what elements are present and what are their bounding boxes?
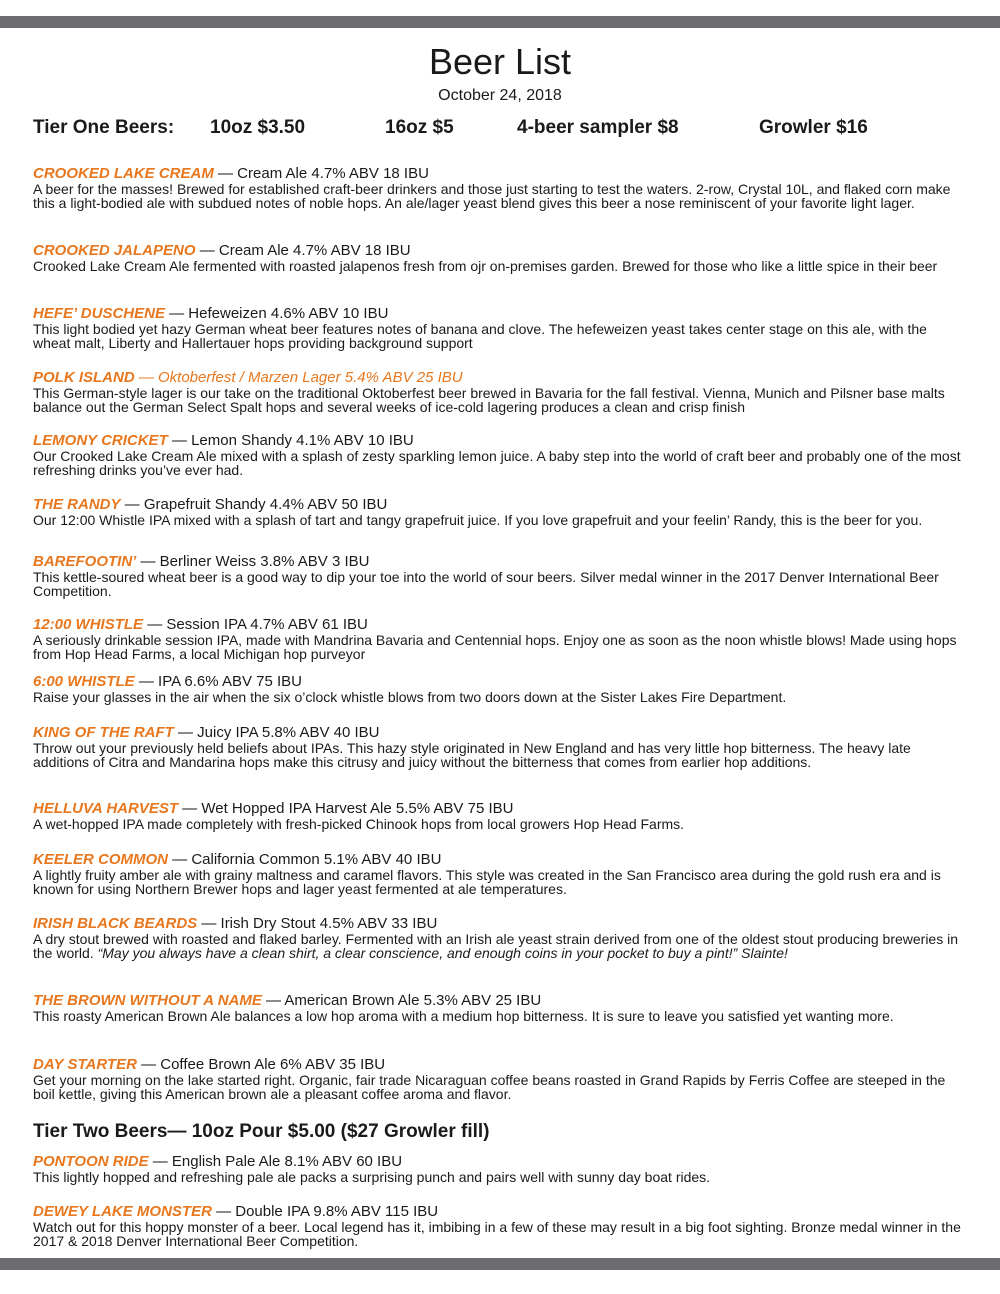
beer-description: Crooked Lake Cream Ale fermented with roasted jalapenos fresh from ojr on-premises garden. Brewed for those who like a little spice in their beer: [33, 258, 938, 274]
beer-style-stats: — Berliner Weiss 3.8% ABV 3 IBU: [136, 553, 370, 570]
tier-one-price-10oz: 10oz $3.50: [210, 117, 306, 138]
beer-name: POLK ISLAND: [33, 369, 135, 386]
beer-entry: [33, 617, 968, 661]
beer-description: A wet-hopped IPA made completely with fresh-picked Chinook hops from local growers Hop Head Farms.: [33, 816, 685, 832]
beer-entry: [33, 433, 968, 477]
beer-style-stats: — Coffee Brown Ale 6% ABV 35 IBU: [136, 1056, 386, 1073]
beer-style-stats: — IPA 6.6% ABV 75 IBU: [134, 673, 302, 690]
beer-style-stats: — Double IPA 9.8% ABV 115 IBU: [211, 1203, 439, 1220]
tier-one-pricing: [33, 115, 973, 141]
beer-description-text: A dry stout brewed with roasted and flaked barley. Fermented with an Irish ale yeast strain derived from one of the oldest stout producing breweries in the world.: [33, 931, 959, 961]
bottom-border-bar: [0, 1258, 1000, 1270]
beer-entry: [33, 166, 968, 210]
beer-entry: [33, 306, 968, 350]
beer-name: KING OF THE RAFT: [33, 724, 174, 741]
beer-name: HEFE’ DUSCHENE: [33, 305, 165, 322]
beer-name: THE BROWN WITHOUT A NAME: [33, 992, 262, 1009]
beer-description: Our Crooked Lake Cream Ale mixed with a splash of zesty sparkling lemon juice. A baby step into the world of craft beer and probably one of the most refreshing drinks you’ve ever had.: [33, 448, 961, 478]
beer-description: A beer for the masses! Brewed for established craft-beer drinkers and those just starting to test the waters. 2-row, Crystal 10L, and flaked corn make this a light-bodied ale with subdued notes of noble hops. An ale/lager yeast blend gives this beer a nose reminiscent of your favorite light lager.: [33, 181, 951, 211]
beer-entry: [33, 801, 968, 831]
beer-entry: [33, 497, 968, 527]
beer-entry: [33, 725, 968, 769]
tier-one-sampler-price: 4-beer sampler $8: [517, 117, 679, 138]
beer-description: [33, 932, 968, 960]
beer-style-stats: — Hefeweizen 4.6% ABV 10 IBU: [164, 305, 389, 322]
beer-description: This roasty American Brown Ale balances a low hop aroma with a medium hop bitterness. It is sure to leave you satisfied yet wanting more.: [33, 1008, 894, 1024]
beer-style-stats: — Juicy IPA 5.8% ABV 40 IBU: [173, 724, 380, 741]
beer-name: THE RANDY: [33, 496, 121, 513]
beer-name: 12:00 WHISTLE: [33, 616, 144, 633]
beer-entry: [33, 916, 968, 960]
beer-description: Watch out for this hoppy monster of a beer. Local legend has it, imbibing in a few of these may result in a big foot sighting. Bronze medal winner in the 2017 & 2018 Denver International Beer Competition.: [33, 1219, 961, 1249]
beer-name: IRISH BLACK BEARDS: [33, 915, 198, 932]
beer-name: LEMONY CRICKET: [33, 432, 168, 449]
page-title: Beer List: [428, 41, 572, 82]
beer-entry: [33, 554, 968, 598]
tier-one-label: Tier One Beers:: [33, 117, 175, 138]
beer-name: KEELER COMMON: [33, 851, 168, 868]
beer-name: DEWEY LAKE MONSTER: [33, 1203, 212, 1220]
menu-date: October 24, 2018: [438, 87, 562, 104]
beer-entry: [33, 993, 968, 1023]
beer-name: HELLUVA HARVEST: [33, 800, 179, 817]
beer-name: BAREFOOTIN’: [33, 553, 137, 570]
beer-name: CROOKED LAKE CREAM: [33, 165, 214, 182]
beer-description: Our 12:00 Whistle IPA mixed with a splash of tart and tangy grapefruit juice. If you love grapefruit and your feelin’ Randy, this is the beer for you.: [33, 512, 923, 528]
beer-style-stats: — Wet Hopped IPA Harvest Ale 5.5% ABV 75 IBU: [178, 800, 514, 817]
beer-name: 6:00 WHISTLE: [33, 673, 135, 690]
beer-description: A seriously drinkable session IPA, made with Mandrina Bavaria and Centennial hops. Enjoy one as soon as the noon whistle blows! Made using hops from Hop Head Farms, a local Michigan hop purveyor: [33, 632, 957, 662]
beer-style-stats: — Cream Ale 4.7% ABV 18 IBU: [195, 242, 411, 259]
beer-description: This light bodied yet hazy German wheat beer features notes of banana and clove. The hefeweizen yeast takes center stage on this ale, with the wheat malt, Liberty and Hallertauer hops providing background support: [33, 321, 927, 351]
beer-entry: [33, 370, 968, 414]
beer-description-quote: “May you always have a clean shirt, a clear conscience, and enough coins in your pocket to buy a pint!” Slainte!: [97, 945, 788, 961]
beer-description: Throw out your previously held beliefs about IPAs. This hazy style originated in New England and has very little hop bitterness. The heavy late additions of Citra and Mandarina hops make this citrusy and juicy without the bitterness that comes from earlier hop additions.: [33, 740, 911, 770]
beer-entry: [33, 852, 968, 896]
beer-entry: [33, 1057, 968, 1101]
beer-name: PONTOON RIDE: [33, 1153, 149, 1170]
beer-description: This lightly hopped and refreshing pale ale packs a surprising punch and pairs well with sunny day boat rides.: [33, 1169, 711, 1185]
beer-description: Raise your glasses in the air when the six o’clock whistle blows from two doors down at the Sister Lakes Fire Department.: [33, 689, 787, 705]
beer-entry: [33, 674, 968, 704]
beer-style-stats: — California Common 5.1% ABV 40 IBU: [168, 851, 442, 868]
beer-name: CROOKED JALAPENO: [33, 242, 196, 259]
beer-style-stats: — Irish Dry Stout 4.5% ABV 33 IBU: [197, 915, 438, 932]
beer-style-stats: — American Brown Ale 5.3% ABV 25 IBU: [261, 992, 542, 1009]
beer-style-stats: — English Pale Ale 8.1% ABV 60 IBU: [148, 1153, 403, 1170]
tier-two-heading: Tier Two Beers— 10oz Pour $5.00 ($27 Growler fill): [33, 1121, 490, 1142]
beer-entry: [33, 1154, 968, 1184]
beer-style-stats: — Grapefruit Shandy 4.4% ABV 50 IBU: [120, 496, 388, 513]
top-border-bar: [0, 16, 1000, 28]
beer-description: This German-style lager is our take on the traditional Oktoberfest beer brewed in Bavaria for the fall festival. Vienna, Munich and Pilsner base malts balance out the German Select Spalt hops and several weeks of ice-cold lagering produces a clean and crisp finish: [33, 385, 945, 415]
beer-description: This kettle-soured wheat beer is a good way to dip your toe into the world of sour beers. Silver medal winner in the 2017 Denver International Beer Competition.: [33, 569, 939, 599]
beer-name: DAY STARTER: [33, 1056, 137, 1073]
tier-one-growler-price: Growler $16: [759, 117, 868, 138]
beer-entry: [33, 1204, 968, 1248]
beer-description: A lightly fruity amber ale with grainy maltness and caramel flavors. This style was created in the San Francisco area during the gold rush era and is known for using Northern Brewer hops and lager yeast fermented at ale temperatures.: [33, 867, 941, 897]
beer-style-stats: — Cream Ale 4.7% ABV 18 IBU: [213, 165, 429, 182]
beer-entry: [33, 243, 968, 273]
beer-description: Get your morning on the lake started right. Organic, fair trade Nicaraguan coffee beans roasted in Grand Rapids by Ferris Coffee are steeped in the boil kettle, giving this American brown ale a pleasant coffee aroma and flavor.: [33, 1072, 946, 1102]
tier-one-price-16oz: 16oz $5: [385, 117, 454, 138]
beer-style-stats: — Session IPA 4.7% ABV 61 IBU: [143, 616, 368, 633]
beer-style-stats: — Lemon Shandy 4.1% ABV 10 IBU: [167, 432, 414, 449]
beer-style-stats: — Oktoberfest / Marzen Lager 5.4% ABV 25 IBU: [134, 369, 463, 386]
